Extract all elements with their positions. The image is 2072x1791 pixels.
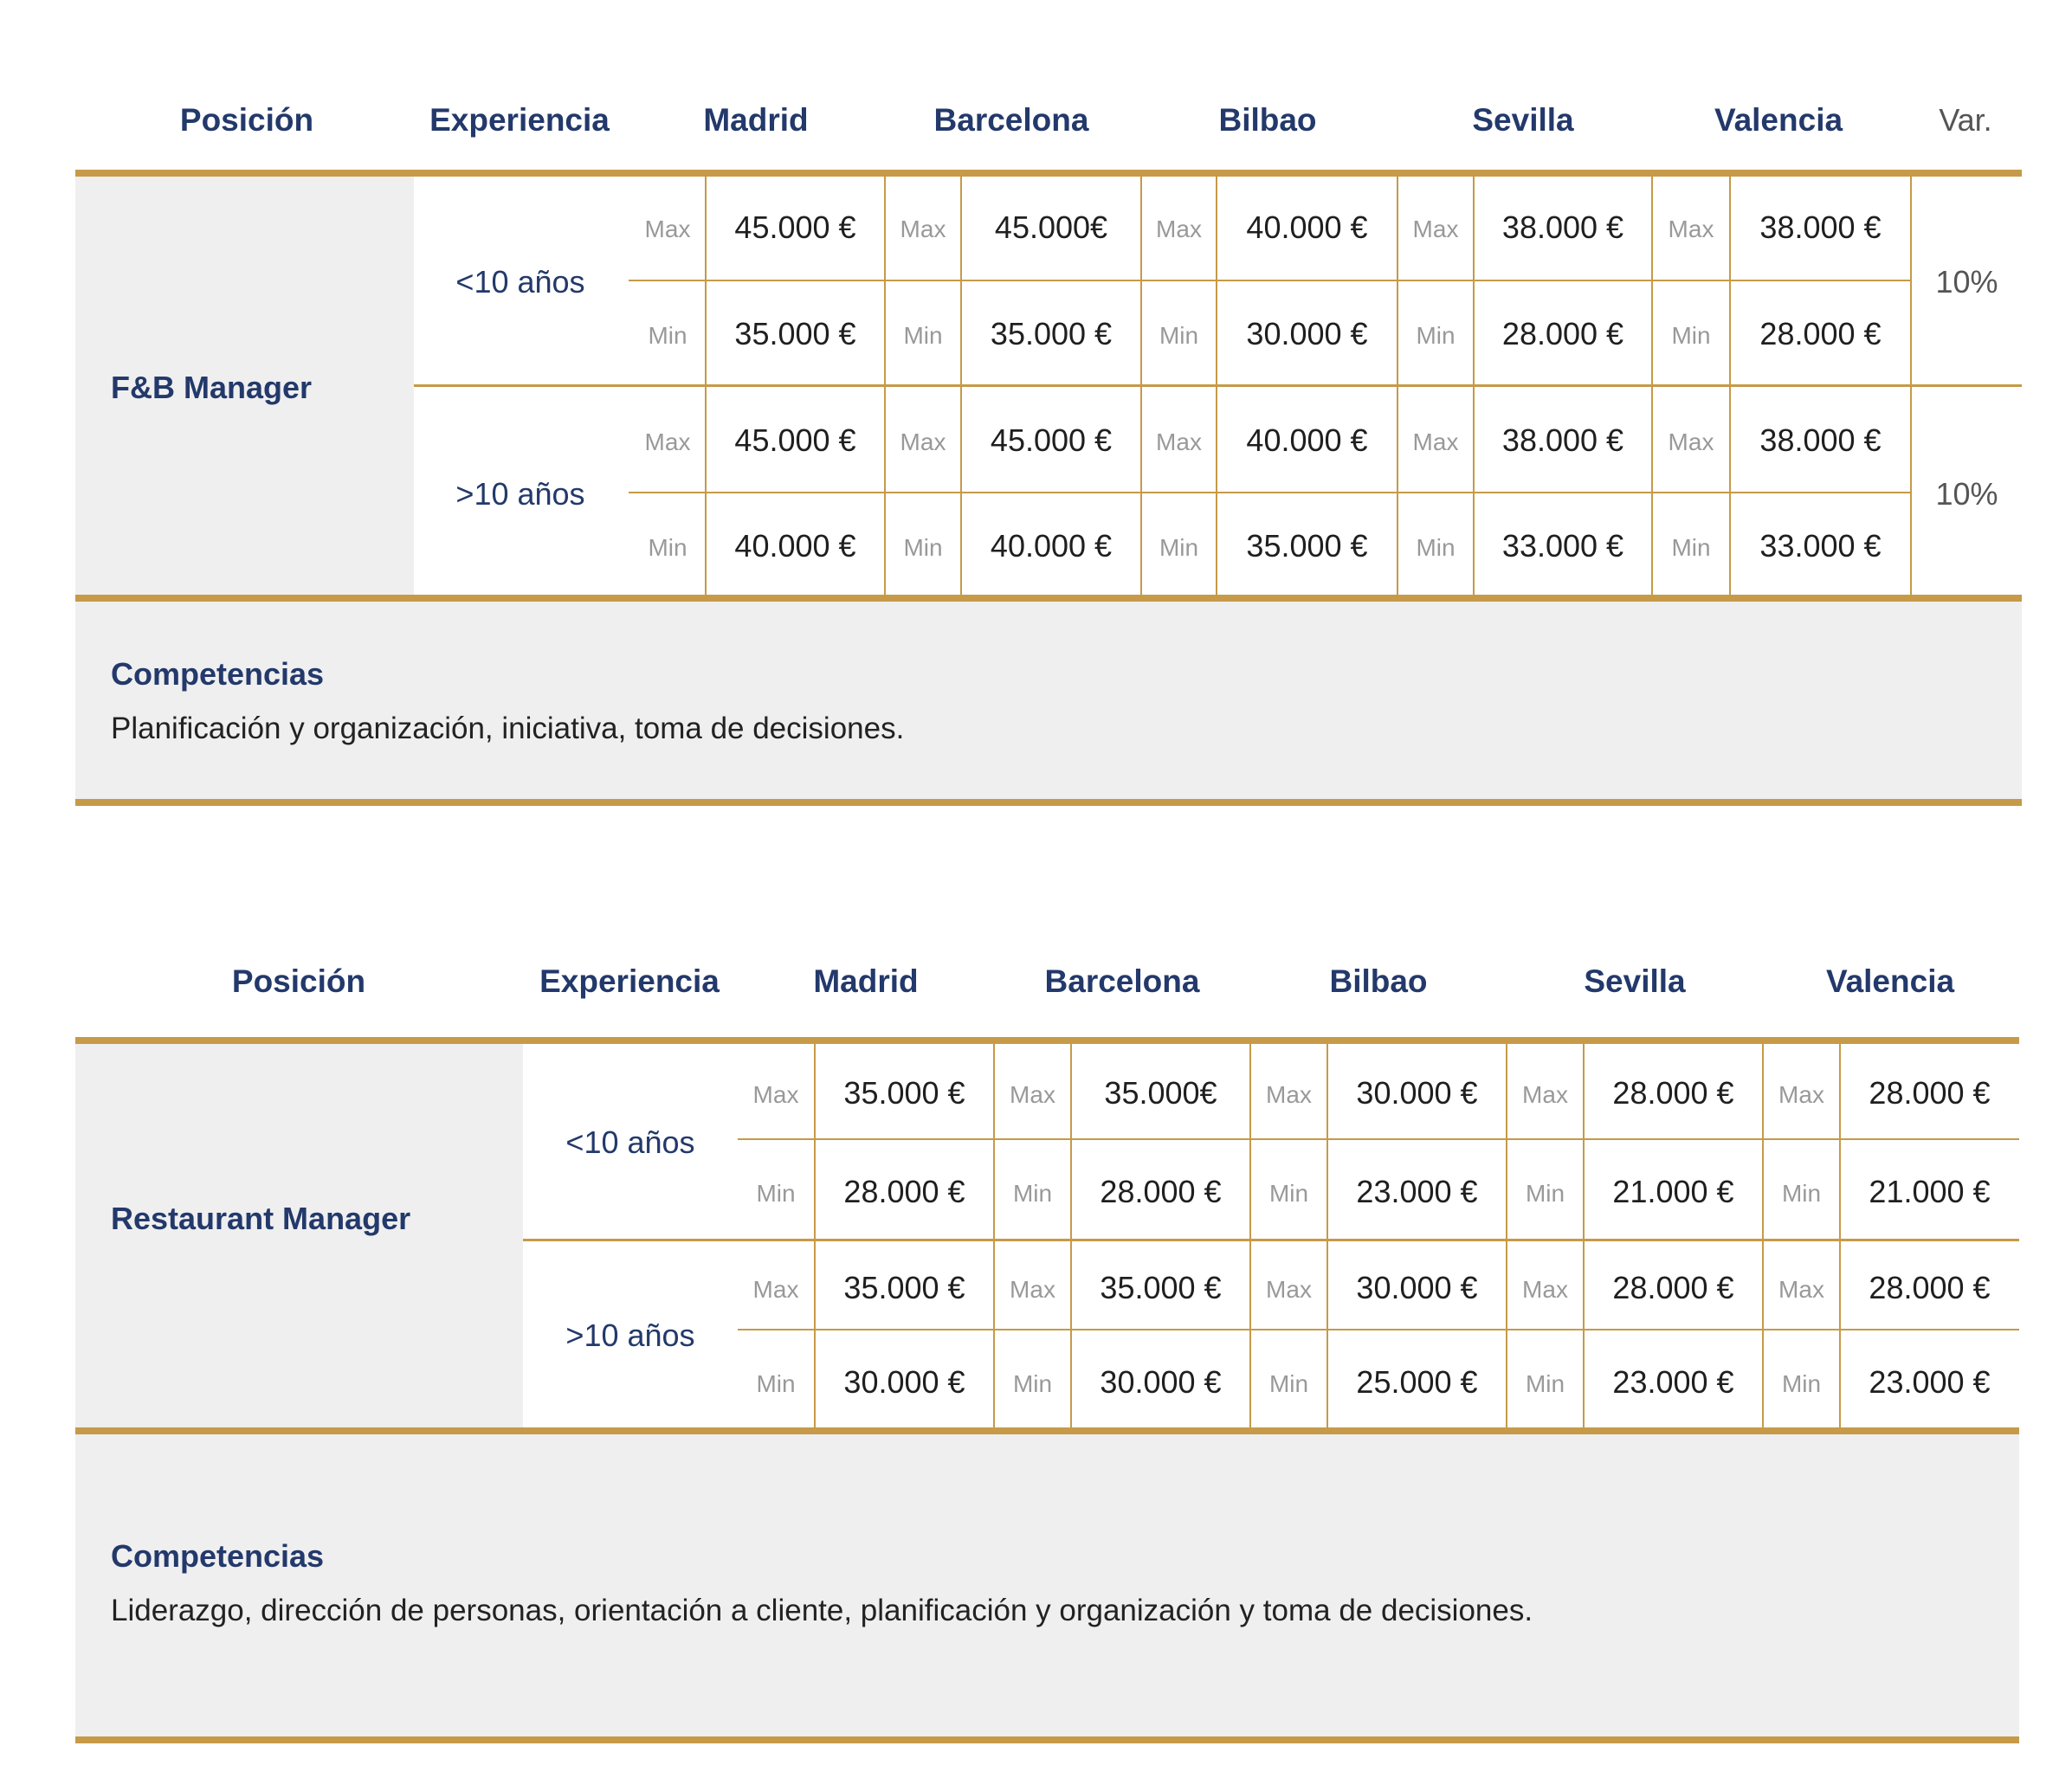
experience-label: <10 años [455, 264, 585, 300]
competencias-box [75, 1434, 2019, 1736]
salary-min: 40.000 € [734, 528, 856, 564]
salary-max: 30.000 € [1356, 1270, 1478, 1305]
min-label: Min [648, 322, 687, 349]
max-label: Max [900, 216, 946, 242]
max-label: Max [1412, 216, 1459, 242]
min-label: Min [1012, 1370, 1053, 1397]
max-label: Max [1010, 1276, 1055, 1303]
row-divider [523, 1239, 2019, 1241]
salary-min: 23.000 € [1869, 1364, 1991, 1400]
salary-max: 28.000 € [1612, 1075, 1734, 1111]
header-experience: Experiencia [429, 102, 610, 138]
min-label: Min [1159, 534, 1199, 561]
salary-min: 28.000 € [843, 1174, 965, 1209]
salary-min: 28.000 € [1100, 1174, 1222, 1209]
salary-min: 28.000 € [1759, 316, 1882, 351]
min-label: Min [903, 322, 943, 349]
salary-min: 35.000 € [1246, 528, 1368, 564]
min-label: Min [1525, 1180, 1565, 1207]
header-city-sevilla: Sevilla [1584, 963, 1686, 999]
salary-min: 33.000 € [1759, 528, 1882, 564]
max-min-divider [738, 1329, 2019, 1330]
table-bottom-rule [75, 1427, 2019, 1434]
min-label: Min [1159, 322, 1199, 349]
header-city-valencia: Valencia [1714, 102, 1843, 138]
salary-max: 45.000 € [990, 422, 1113, 458]
min-label: Min [1268, 1180, 1309, 1207]
min-label: Min [1525, 1370, 1565, 1397]
max-label: Max [1778, 1276, 1824, 1303]
salary-min: 21.000 € [1612, 1174, 1734, 1209]
header-city-barcelona: Barcelona [933, 102, 1089, 138]
max-label: Max [752, 1081, 799, 1108]
salary-max: 45.000€ [994, 209, 1108, 245]
salary-min: 35.000 € [990, 316, 1113, 351]
variable-value: 10% [1935, 476, 1998, 512]
salary-max: 35.000 € [843, 1270, 965, 1305]
competencias-box [75, 602, 2022, 799]
min-label: Min [1416, 534, 1456, 561]
max-label: Max [644, 428, 691, 455]
salary-max: 38.000 € [1759, 209, 1882, 245]
salary-max: 40.000 € [1246, 422, 1368, 458]
max-label: Max [752, 1276, 799, 1303]
min-label: Min [1416, 322, 1456, 349]
min-label: Min [1671, 322, 1711, 349]
max-label: Max [1778, 1081, 1824, 1108]
header-experience: Experiencia [539, 963, 720, 999]
experience-label: >10 años [455, 476, 585, 512]
min-label: Min [903, 534, 943, 561]
header-city-valencia: Valencia [1825, 963, 1955, 999]
position-title: F&B Manager [111, 370, 313, 405]
salary-max: 30.000 € [1356, 1075, 1478, 1111]
max-label: Max [1266, 1276, 1312, 1303]
salary-min: 23.000 € [1612, 1364, 1734, 1400]
salary-max: 35.000 € [843, 1075, 965, 1111]
row-divider [414, 384, 2022, 387]
salary-max: 28.000 € [1612, 1270, 1734, 1305]
salary-min: 35.000 € [734, 316, 856, 351]
salary-max: 38.000 € [1501, 422, 1624, 458]
salary-max: 35.000€ [1104, 1075, 1217, 1111]
max-min-divider [629, 280, 1910, 281]
min-label: Min [756, 1180, 796, 1207]
max-label: Max [644, 216, 691, 242]
header-city-barcelona: Barcelona [1044, 963, 1200, 999]
variable-value: 10% [1935, 264, 1998, 300]
salary-min: 40.000 € [990, 528, 1113, 564]
max-label: Max [1010, 1081, 1055, 1108]
header-city-madrid: Madrid [813, 963, 919, 999]
salary-max: 28.000 € [1869, 1270, 1991, 1305]
salary-max: 28.000 € [1869, 1075, 1991, 1111]
header-city-bilbao: Bilbao [1218, 102, 1317, 138]
salary-min: 25.000 € [1356, 1364, 1478, 1400]
salary-min: 28.000 € [1501, 316, 1624, 351]
max-min-divider [629, 492, 1910, 493]
max-label: Max [1522, 1276, 1568, 1303]
experience-label: <10 años [565, 1124, 695, 1160]
salary-max: 45.000 € [734, 209, 856, 245]
min-label: Min [1781, 1180, 1822, 1207]
salary-max: 45.000 € [734, 422, 856, 458]
max-label: Max [1668, 216, 1714, 242]
header-city-bilbao: Bilbao [1329, 963, 1428, 999]
max-label: Max [1412, 428, 1459, 455]
max-min-divider [738, 1138, 2019, 1140]
competencias-text: Liderazgo, dirección de personas, orientación a cliente, planificación y organización y toma de decisiones. [111, 1594, 1533, 1627]
table-bottom-rule [75, 595, 2022, 602]
position-title: Restaurant Manager [111, 1201, 411, 1236]
salary-min: 30.000 € [1246, 316, 1368, 351]
max-label: Max [1668, 428, 1714, 455]
max-label: Max [1266, 1081, 1312, 1108]
header-rule [75, 1037, 2019, 1044]
competencias-title: Competencias [111, 656, 325, 692]
min-label: Min [1781, 1370, 1822, 1397]
salary-min: 30.000 € [843, 1364, 965, 1400]
competencias-text: Planificación y organización, iniciativa, toma de decisiones. [111, 712, 905, 745]
competencias-bottom-rule [75, 799, 2022, 806]
salary-min: 23.000 € [1356, 1174, 1478, 1209]
header-position: Posición [179, 102, 314, 138]
header-variable: Var. [1939, 102, 1992, 138]
min-label: Min [1671, 534, 1711, 561]
header-city-madrid: Madrid [703, 102, 809, 138]
salary-min: 21.000 € [1869, 1174, 1991, 1209]
competencias-title: Competencias [111, 1538, 325, 1574]
max-label: Max [1522, 1081, 1568, 1108]
header-position: Posición [231, 963, 366, 999]
salary-max: 38.000 € [1759, 422, 1882, 458]
salary-max: 40.000 € [1246, 209, 1368, 245]
experience-label: >10 años [565, 1317, 695, 1353]
max-label: Max [1156, 216, 1202, 242]
min-label: Min [648, 534, 687, 561]
min-label: Min [1268, 1370, 1309, 1397]
max-label: Max [900, 428, 946, 455]
salary-min: 30.000 € [1100, 1364, 1222, 1400]
header-city-sevilla: Sevilla [1472, 102, 1574, 138]
min-label: Min [1012, 1180, 1053, 1207]
header-rule [75, 170, 2022, 177]
salary-max: 38.000 € [1501, 209, 1624, 245]
salary-min: 33.000 € [1501, 528, 1624, 564]
salary-max: 35.000 € [1100, 1270, 1222, 1305]
min-label: Min [756, 1370, 796, 1397]
max-label: Max [1156, 428, 1202, 455]
competencias-bottom-rule [75, 1736, 2019, 1743]
